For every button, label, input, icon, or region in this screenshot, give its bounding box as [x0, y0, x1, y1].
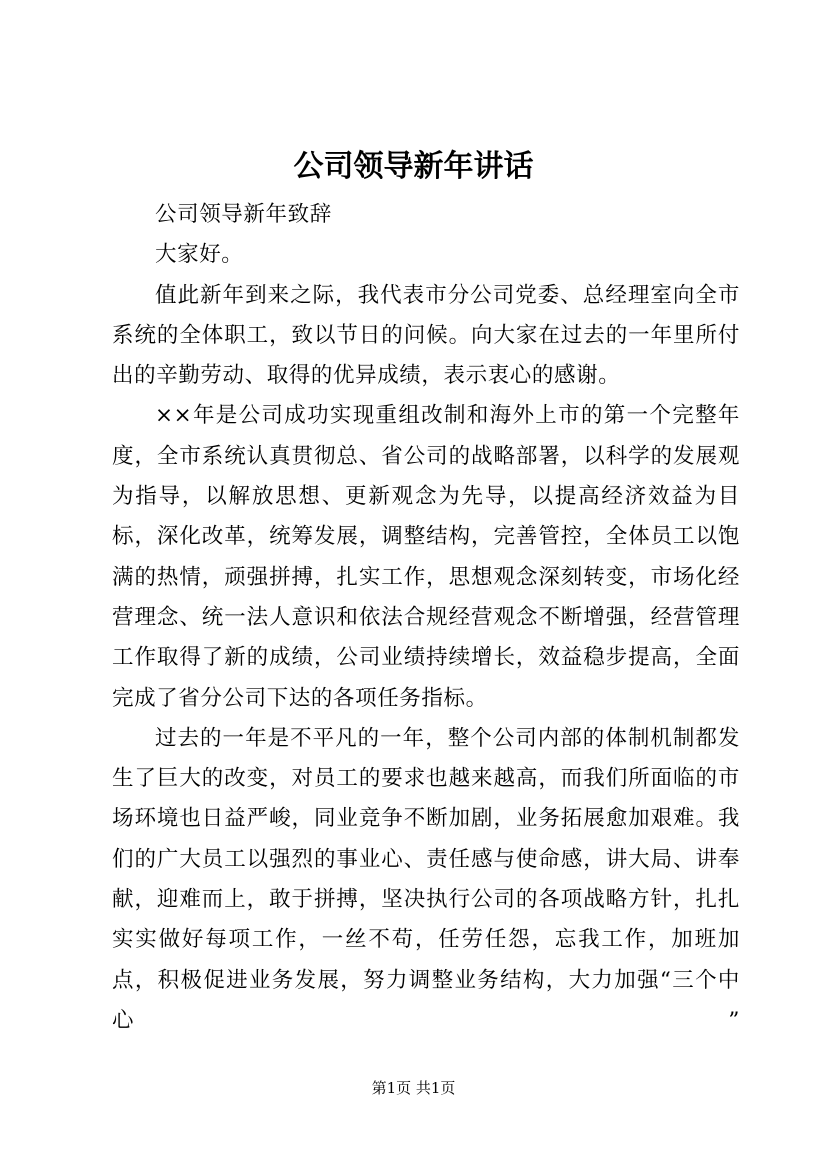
paragraph-heading: 公司领导新年致辞	[155, 202, 332, 227]
document-body	[112, 195, 740, 1041]
paragraph-greeting: 大家好。	[155, 242, 244, 268]
page-footer: 第1页 共1页	[371, 1079, 456, 1097]
document-title: 公司领导新年讲话	[293, 149, 534, 184]
paragraph-achievements: ××年是公司成功实现重组改制和海外上市的第一个完整年度，全市系统认真贯彻总、省公司的战略部署，以科学的发展观为指导，以解放思想、更新观念为先导，以提高经济效益为目标，深化改革，统筹发展，调整结构，完善管控，全体员工以饱满的热情，顽强拼搏，扎实工作，思想观念深刻转变，市场化经营理念、统一法人意识和依法合规经营观念不断增强，经营管理工作取得了新的成绩，公司业绩持续增长，效益稳步提高，全面完成了省分公司下达的各项任务指标。	[112, 403, 740, 711]
paragraph-challenges: 过去的一年是不平凡的一年，整个公司内部的体制机制都发生了巨大的改变，对员工的要求也越来越高，而我们所面临的市场环境也日益严峻，同业竞争不断加剧，业务拓展愈加艰难。我们的广大员工以强烈的事业心、责任感与使命感，讲大局、讲奉献，迎难而上，敢于拼搏，坚决执行公司的各项战略方针，扎扎实实做好每项工作，一丝不苟，任劳任怨，忘我工作，加班加点，积极促进业务发展，努力调整业务结构，大力加强“三个中心”	[112, 725, 740, 1033]
paragraph-thanks: 值此新年到来之际，我代表市分公司党委、总经理室向全市系统的全体职工，致以节日的问候。向大家在过去的一年里所付出的辛勤劳动、取得的优异成绩，表示衷心的感谢。	[112, 282, 740, 389]
